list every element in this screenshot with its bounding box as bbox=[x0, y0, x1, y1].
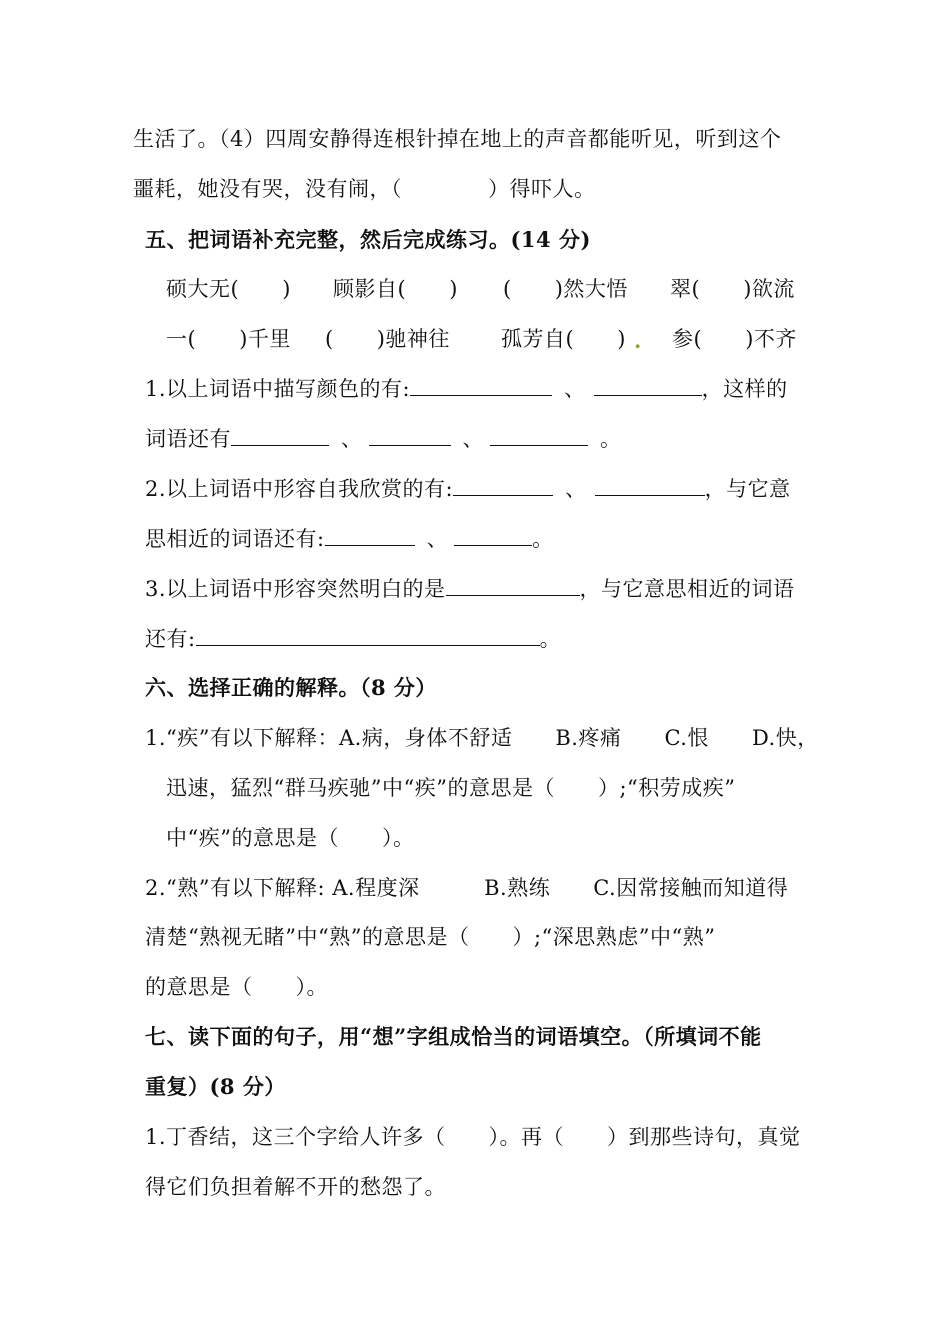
question-text: 3.以上词语中形容突然明白的是 bbox=[145, 577, 446, 601]
question-text: ，与它意 bbox=[704, 477, 791, 501]
answer-blank[interactable] bbox=[490, 425, 588, 446]
question-6-1: 1.“疾”有以下解释：A.病，身体不舒适 B.疼痛 C.恨 D.快， bbox=[145, 726, 819, 750]
question-6-1-cont: 迅速，猛烈“群马疾驰”中“疾”的意思是（ ）;“积劳成疾” bbox=[166, 776, 736, 800]
question-5-2-cont bbox=[145, 524, 554, 554]
section-7-title bbox=[145, 1022, 762, 1052]
stray-dot: . bbox=[634, 328, 642, 353]
question-text: ，这样的 bbox=[701, 377, 788, 401]
word-cell: 硕大无( ) bbox=[166, 277, 291, 301]
question-5-1 bbox=[145, 374, 788, 404]
answer-blank[interactable] bbox=[369, 425, 451, 446]
word-cell: 顾影自( ) bbox=[333, 277, 458, 301]
word-cell: ( )然大悟 bbox=[503, 277, 628, 301]
question-5-3 bbox=[145, 574, 795, 604]
word-cell: ( )驰神往 bbox=[325, 327, 450, 351]
title-text: 语填空。（所填词不能 bbox=[557, 1024, 762, 1049]
question-5-1-cont bbox=[145, 424, 622, 454]
section-6-title: 六、选择正确的解释。（8 分） bbox=[145, 675, 437, 700]
answer-blank[interactable] bbox=[325, 525, 415, 546]
question-text: 思相近的词语还有: bbox=[145, 527, 325, 551]
section-7-title-cont: 重复）(8 分） bbox=[145, 1074, 286, 1099]
separator: 、 bbox=[341, 427, 363, 451]
separator: 、 bbox=[426, 527, 449, 551]
word-cell: 翠( )欲流 bbox=[670, 277, 795, 301]
text-line: 噩耗，她没有哭，没有闹，（ ）得吓人。 bbox=[133, 177, 596, 201]
separator: 、 bbox=[565, 477, 587, 501]
question-6-1-cont: 中“疾”的意思是（ ）。 bbox=[166, 826, 415, 850]
word-cell: 孤芳自( ) bbox=[501, 327, 626, 351]
answer-blank[interactable] bbox=[410, 375, 552, 396]
question-5-2 bbox=[145, 474, 791, 504]
answer-blank[interactable] bbox=[446, 575, 580, 596]
word-cell: 一( )千里 bbox=[166, 327, 291, 351]
question-text: 还有: bbox=[145, 627, 196, 651]
question-6-2-cont: 清楚“熟视无睹”中“熟”的意思是（ ）;“深思熟虑”中“熟” bbox=[145, 925, 716, 949]
text-line: 生活了。（4）四周安静得连根针掉在地上的声音都能听见，听到这个 bbox=[133, 127, 782, 151]
title-text: 七、读下面的句子，用“想”字组成恰当的词 bbox=[145, 1024, 558, 1049]
word-cell: 参( )不齐 bbox=[672, 327, 797, 351]
question-text: 1.以上词语中描写颜色的有: bbox=[145, 377, 411, 401]
question-6-2: 2.“熟”有以下解释: A.程度深 B.熟练 C.因常接触而知道得 bbox=[145, 876, 789, 900]
answer-blank[interactable] bbox=[196, 625, 540, 646]
separator: 、 bbox=[564, 377, 586, 401]
question-7-1-cont: 得它们负担着解不开的愁怨了。 bbox=[145, 1175, 446, 1199]
answer-blank[interactable] bbox=[594, 375, 702, 396]
section-5-title: 五、把词语补充完整，然后完成练习。(14 分) bbox=[145, 227, 591, 252]
answer-blank[interactable] bbox=[454, 525, 532, 546]
answer-blank[interactable] bbox=[453, 475, 553, 496]
question-6-2-cont: 的意思是（ ）。 bbox=[145, 975, 328, 999]
question-5-3-cont bbox=[145, 624, 561, 654]
question-text: 2.以上词语中形容自我欣赏的有: bbox=[145, 477, 454, 501]
period: 。 bbox=[600, 427, 622, 451]
question-text: 词语还有 bbox=[145, 427, 231, 451]
answer-blank[interactable] bbox=[595, 475, 705, 496]
question-text: ，与它意思相近的词语 bbox=[579, 577, 795, 601]
answer-blank[interactable] bbox=[231, 425, 329, 446]
question-7-1: 1.丁香结，这三个字给人许多（ ）。再（ ）到那些诗句，真觉 bbox=[145, 1125, 801, 1149]
separator: 、 bbox=[462, 427, 484, 451]
period: 。 bbox=[539, 627, 562, 651]
period: 。 bbox=[532, 527, 554, 551]
